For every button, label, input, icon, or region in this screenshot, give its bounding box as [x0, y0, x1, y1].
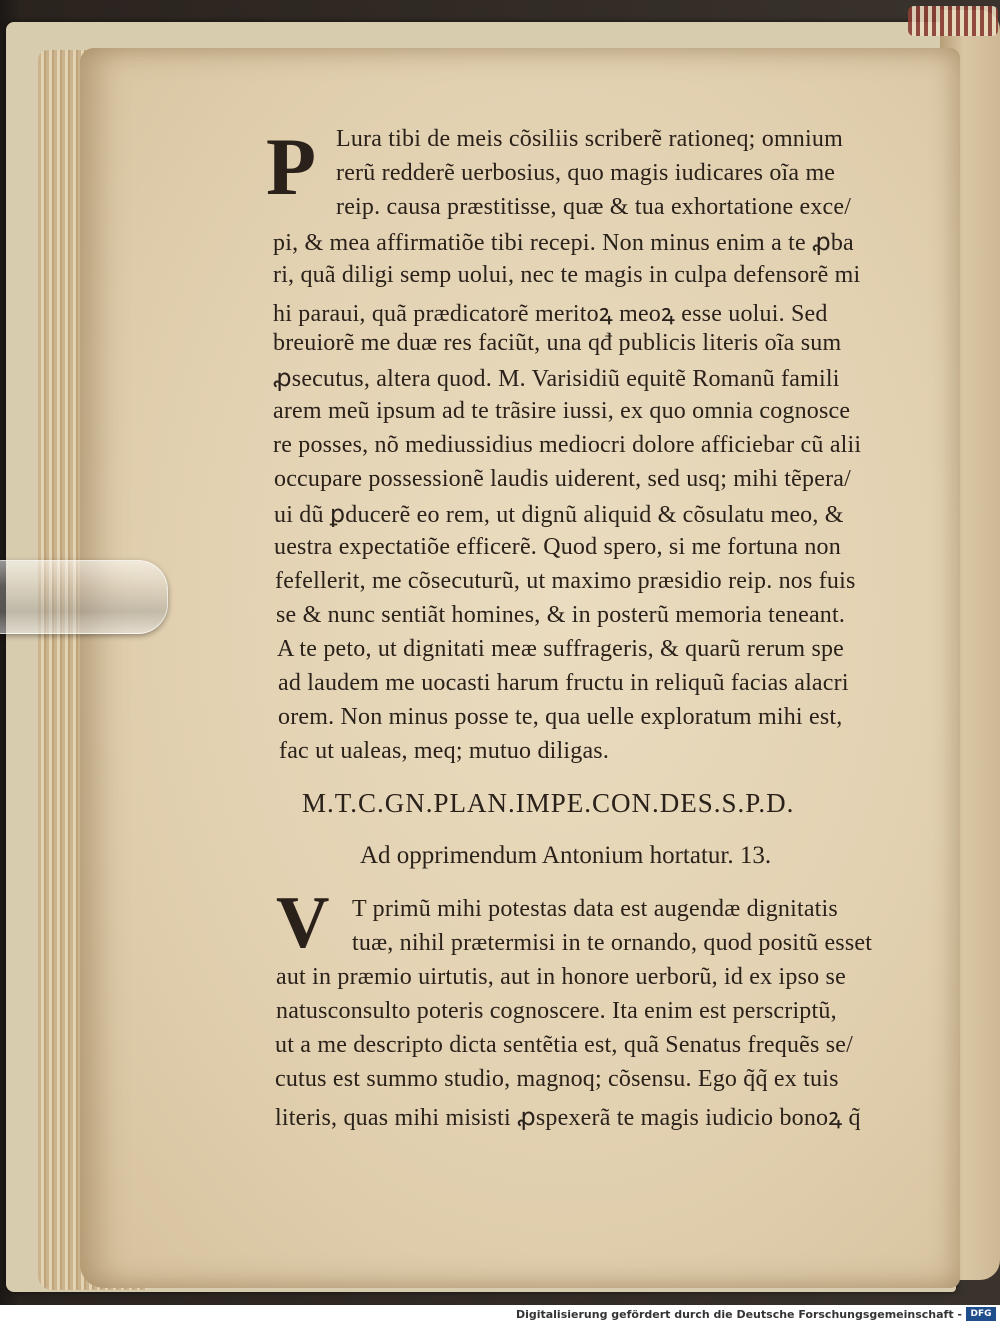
text-line: Lura tibi de meis cõsiliis scriberẽ rationeq; omnium	[336, 126, 843, 152]
text-line: arem meũ ipsum ad te trãsire iussi, ex quo omnia cognosce	[273, 398, 851, 424]
funding-credit: Digitalisierung gefördert durch die Deutsche Forschungsgemeinschaft -	[515, 1308, 962, 1321]
text-line: se & nunc sentiãt homines, & in posterũ memoria teneant.	[276, 602, 846, 628]
text-line: ad laudem me uocasti harum fructu in reliquũ facias alacri	[278, 670, 849, 696]
text-line: cutus est summo studio, magnoq; cõsensu. Ego q̃q̃ ex tuis	[275, 1066, 839, 1092]
dropcap-letter1: P	[266, 121, 317, 212]
text-line: ut a me descripto dicta sentẽtia est, quã Senatus frequẽs se/	[275, 1032, 854, 1058]
text-line: hi paraui, quã prædicatorẽ meritoꝝ meoꝝ esse uolui. Sed	[273, 301, 828, 327]
text-line: fac ut ualeas, meq; mutuo diligas.	[279, 738, 610, 764]
headband	[908, 6, 998, 36]
text-line: fefellerit, me cõsecuturũ, ut maximo præsidio reip. nos fuis	[275, 568, 856, 594]
text-line: pi, & mea affirmatiõe tibi recepi. Non minus enim a te ꝓba	[273, 230, 854, 256]
text-line: literis, quas mihi misisti ꝓspexerã te magis iudicio bonoꝝ q̃	[275, 1105, 861, 1131]
text-line: reip. causa præstitisse, quæ & tua exhortatione exce/	[336, 194, 852, 220]
text-line: occupare possessionẽ laudis uiderent, sed usq; mihi tẽpera/	[274, 466, 851, 492]
text-line: T primũ mihi potestas data est augendæ dignitatis	[352, 896, 838, 922]
text-line: ui dũ ꝑducerẽ eo rem, ut dignũ aliquid & cõsulatu meo, &	[274, 502, 844, 528]
text-line: A te peto, ut dignitati meæ suffrageris, & quarũ rerum spe	[277, 636, 845, 662]
text-line: ri, quã diligi semp uolui, nec te magis in culpa defensorẽ mi	[273, 262, 861, 288]
text-line: tuæ, nihil prætermisi in te ornando, quod positũ esset	[352, 930, 873, 956]
dropcap-letter2: V	[276, 882, 330, 964]
text-line: aut in præmio uirtutis, aut in honore uerborũ, id ex ipso se	[276, 964, 846, 990]
text-line: rerũ redderẽ uerbosius, quo magis iudicares oĩa me	[336, 160, 836, 186]
letter-subheading: Ad opprimendum Antonium hortatur. 13.	[360, 842, 772, 869]
dfg-logo-icon: DFG	[966, 1307, 996, 1321]
text-line: uestra expectatiõe efficerẽ. Quod spero, si me fortuna non	[274, 534, 841, 560]
glass-page-weight	[0, 560, 168, 634]
digitization-footer	[0, 1305, 1000, 1325]
text-line: natusconsulto poteris cognoscere. Ita enim est perscriptũ,	[276, 998, 837, 1024]
text-line: re posses, nõ mediussidius mediocri dolore afficiebar cũ alii	[273, 432, 862, 458]
book-page	[80, 48, 960, 1288]
text-line: orem. Non minus posse te, qua uelle exploratum mihi est,	[278, 704, 843, 730]
text-line: breuiorẽ me duæ res faciũt, una qđ publicis literis oĩa sum	[273, 330, 842, 356]
text-line: ꝓsecutus, altera quod. M. Varisidiũ equitẽ Romanũ famili	[273, 366, 840, 392]
letter-heading: M.T.C.GN.PLAN.IMPE.CON.DES.S.P.D.	[302, 788, 795, 818]
